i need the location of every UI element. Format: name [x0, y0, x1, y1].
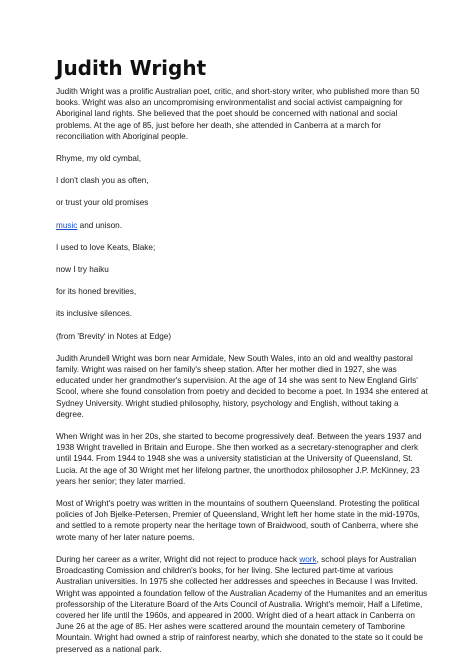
- poem-line-4-text: and unison.: [77, 220, 123, 230]
- poem-line-2: I don't clash you as often,: [56, 176, 149, 186]
- poem-line-4: [56, 220, 428, 231]
- biography-paragraph-2: When Wright was in her 20s, she started to become progressively deaf. Between the years 1937 and 1938 Wright travelled in Britain and Europe. She then worked as a secretary-stenographer and clerk until 1944. From 1944 to 1948 she was a university statistician at the University of Queensland, St. Lucia. At the age of 30 Wright met her lifelong partner, the unorthodox philosopher J.P. McKinney, 23 years her senior; they later married.: [56, 432, 422, 486]
- music-link[interactable]: music: [56, 220, 78, 230]
- page-title: Judith Wright: [56, 56, 207, 80]
- intro-paragraph: Judith Wright was a prolific Australian poet, critic, and short-story writer, who published more than 50 books. Wright was also an uncompromising environmentalist and social activist campaigning for Aboriginal land rights. She believed that the poet should be concerned with national and social problems. At the age of 85, just before her death, she attended in Canberra at a march for reconciliation with Aboriginal people.: [56, 87, 420, 141]
- paragraph-4-start: During her career as a writer, Wright did not reject to produce hack: [56, 554, 300, 564]
- poem-excerpt: [56, 153, 428, 342]
- poem-line-7: for its honed brevities,: [56, 287, 137, 297]
- biography-paragraph-1: Judith Arundell Wright was born near Armidale, New South Wales, into an old and wealthy pastoral family. Wright was raised on her family's sheep station. After her mother died in 1927, she was educated under her grandmother's supervision. At the age of 14 she was sent to New England Girls' Scool, where she found consolation from poetry and decided to become a poet. In 1934 she entered at Sydney University. Wright studied philosophy, history, psychology and English, without taking a degree.: [56, 353, 428, 419]
- poem-line-6: now I try haiku: [56, 265, 109, 275]
- work-link[interactable]: work: [299, 554, 317, 564]
- paragraph-4-rest: , school plays for Australian Broadcasting Comission and children's books, for her living. She lectured part-time at various Australian universities. In 1975 she collected her addresses and speeches in Because I was Invited. Wright was appointed a foundation fellow of the Australian Academy of the Humanites and an emeritus professorship of the Literature Board of the Arts Council of Australia. Wright's memoir, Half a Lifetime, covered her life until the 1960s, and appeared in 2000. Wright died of a heart attack in Canberra on June 26 at the age of 85. Her ashes were scattered around the mountain cemetery of Tamborine Mountain. Wright had owned a strip of rainforest nearby, which she donated to the state so it could be preserved as a national park.: [56, 554, 428, 654]
- poem-line-5: I used to love Keats, Blake;: [56, 242, 156, 252]
- document-page: [56, 56, 428, 666]
- biography-paragraph-4: [56, 554, 428, 655]
- poem-source: (from 'Brevity' in Notes at Edge): [56, 331, 172, 341]
- poem-line-8: its inclusive silences.: [56, 309, 132, 319]
- poem-line-3: or trust your old promises: [56, 198, 149, 208]
- biography-paragraph-3: Most of Wright's poetry was written in the mountains of southern Queensland. Protesting the political policies of Joh Bjelke-Petersen, Premier of Queensland, Wright left her home state in the mid-1970s, and settled to a remote property near the heritage town of Braidwood, south of Canberra, where she wrote many of her later nature poems.: [56, 499, 420, 542]
- poem-line-1: Rhyme, my old cymbal,: [56, 154, 142, 164]
